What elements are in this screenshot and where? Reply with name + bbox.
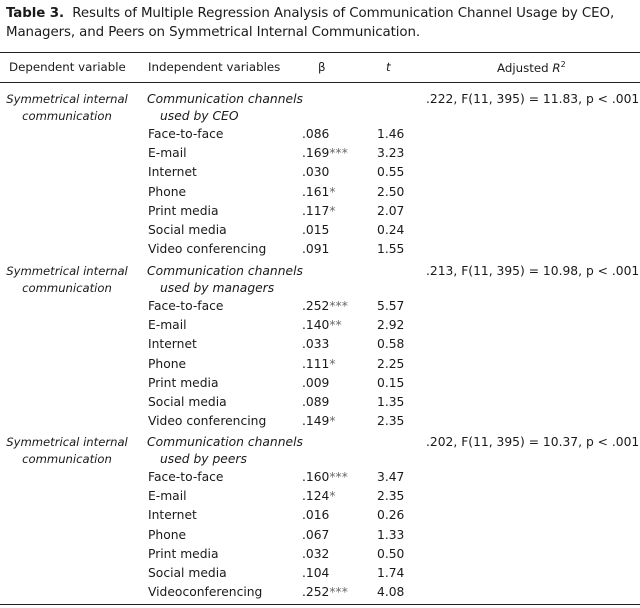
independent-variable: Print media <box>148 203 219 218</box>
dependent-variable-line1: Symmetrical internal <box>6 92 128 106</box>
beta-value: .111 <box>302 356 330 371</box>
header-beta: β <box>318 60 326 74</box>
t-value: 4.08 <box>377 585 405 600</box>
significance-stars: * <box>329 184 336 199</box>
header-rule <box>0 82 640 83</box>
beta-value: .032 <box>302 546 330 561</box>
significance-stars: * <box>329 356 336 371</box>
dependent-variable-line1: Symmetrical internal <box>6 435 128 449</box>
independent-variable: Face-to-face <box>148 127 224 141</box>
header-dependent: Dependent variable <box>9 60 126 74</box>
t-value: 2.50 <box>377 184 405 199</box>
independent-variable: Internet <box>148 337 197 352</box>
header-adjusted-r2: Adjusted $R^2$ <box>497 60 566 75</box>
significance-stars: ** <box>329 318 342 333</box>
t-value: 0.58 <box>377 337 405 352</box>
independent-variable: Social media <box>148 395 227 409</box>
t-value: 0.55 <box>377 165 405 180</box>
beta-cell <box>302 184 336 200</box>
adjusted-r2-stats: .222, F(11, 395) = 11.83, p < .001 <box>426 92 640 106</box>
independent-variable: Face-to-face <box>148 299 224 313</box>
independent-variable: E-mail <box>148 318 187 333</box>
significance-stars: *** <box>329 470 348 484</box>
beta-value: .015 <box>302 223 330 237</box>
beta-value: .030 <box>302 165 330 180</box>
t-value: 1.74 <box>377 566 405 580</box>
independent-variable: Internet <box>148 165 197 180</box>
beta-value: .161 <box>302 184 330 199</box>
top-rule <box>0 52 640 53</box>
independent-variable: Print media <box>148 375 219 390</box>
bottom-rule <box>0 604 640 605</box>
t-value: 0.24 <box>377 223 405 237</box>
beta-value: .104 <box>302 566 330 580</box>
independent-variable: Video conferencing <box>148 414 267 429</box>
t-value: 0.15 <box>377 375 405 390</box>
beta-cell <box>302 584 348 600</box>
beta-cell <box>302 488 336 504</box>
t-value: 1.35 <box>377 395 405 409</box>
beta-value: .149 <box>302 414 330 429</box>
beta-cell <box>302 469 348 485</box>
t-value: 2.07 <box>377 203 405 218</box>
independent-variable: Phone <box>148 527 187 542</box>
beta-cell <box>302 203 336 219</box>
t-value: 1.46 <box>377 127 405 141</box>
significance-stars: *** <box>329 146 348 161</box>
t-value: 3.47 <box>377 470 405 484</box>
independent-variable: E-mail <box>148 489 187 504</box>
table-title: Results of Multiple Regression Analysis of Communication Channel Usage by CEO, Managers, and Peers on Symmetrical Internal Communication. <box>6 6 615 40</box>
significance-stars: * <box>329 414 336 429</box>
independent-variable: Videoconferencing <box>148 585 263 600</box>
beta-value: .086 <box>302 127 330 141</box>
independent-variable: Print media <box>148 546 219 561</box>
independent-variable: Internet <box>148 508 197 523</box>
dependent-variable-line2: communication <box>22 452 112 466</box>
table-caption <box>6 4 636 42</box>
independent-variable: Face-to-face <box>148 470 224 484</box>
t-value: 2.92 <box>377 318 405 333</box>
independent-variable: Phone <box>148 356 187 371</box>
channel-group-title-line2: used by peers <box>160 452 247 466</box>
dependent-variable-line2: communication <box>22 281 112 295</box>
significance-stars: * <box>329 203 336 218</box>
beta-value: .117 <box>302 203 330 218</box>
independent-variable: Social media <box>148 223 227 237</box>
beta-value: .252 <box>302 299 330 313</box>
beta-value: .033 <box>302 337 330 352</box>
beta-value: .169 <box>302 146 330 161</box>
beta-cell <box>302 317 342 333</box>
independent-variable: Phone <box>148 184 187 199</box>
significance-stars: *** <box>329 299 348 313</box>
significance-stars: *** <box>329 585 348 600</box>
t-value: 3.23 <box>377 146 405 161</box>
beta-value: .160 <box>302 470 330 484</box>
beta-value: .091 <box>302 242 330 257</box>
beta-value: .140 <box>302 318 330 333</box>
beta-value: .089 <box>302 395 330 409</box>
beta-cell <box>302 298 348 314</box>
channel-group-title-line1: Communication channels <box>147 92 303 106</box>
adjusted-r2-stats: .202, F(11, 395) = 10.37, p < .001 <box>426 435 640 449</box>
t-value: 0.26 <box>377 508 405 523</box>
independent-variable: E-mail <box>148 146 187 161</box>
independent-variable: Video conferencing <box>148 242 267 257</box>
t-value: 2.35 <box>377 414 405 429</box>
independent-variable: Social media <box>148 566 227 580</box>
beta-value: .016 <box>302 508 330 523</box>
adjusted-r2-stats: .213, F(11, 395) = 10.98, p < .001 <box>426 264 640 278</box>
header-independent: Independent variables <box>148 60 281 74</box>
beta-cell <box>302 413 336 429</box>
beta-value: .124 <box>302 489 330 504</box>
beta-cell <box>302 356 336 372</box>
dependent-variable-line1: Symmetrical internal <box>6 264 128 278</box>
header-t: t <box>386 60 391 74</box>
significance-stars: * <box>329 489 336 504</box>
beta-value: .252 <box>302 585 330 600</box>
beta-value: .009 <box>302 375 330 390</box>
channel-group-title-line2: used by CEO <box>160 109 239 123</box>
t-value: 1.33 <box>377 527 405 542</box>
beta-value: .067 <box>302 527 330 542</box>
channel-group-title-line1: Communication channels <box>147 435 303 449</box>
channel-group-title-line1: Communication channels <box>147 264 303 278</box>
t-value: 0.50 <box>377 546 405 561</box>
channel-group-title-line2: used by managers <box>160 281 275 295</box>
table-label: Table 3. <box>6 6 64 21</box>
t-value: 5.57 <box>377 299 405 313</box>
t-value: 2.25 <box>377 356 405 371</box>
dependent-variable-line2: communication <box>22 109 112 123</box>
t-value: 1.55 <box>377 242 405 257</box>
beta-cell <box>302 145 348 161</box>
t-value: 2.35 <box>377 489 405 504</box>
